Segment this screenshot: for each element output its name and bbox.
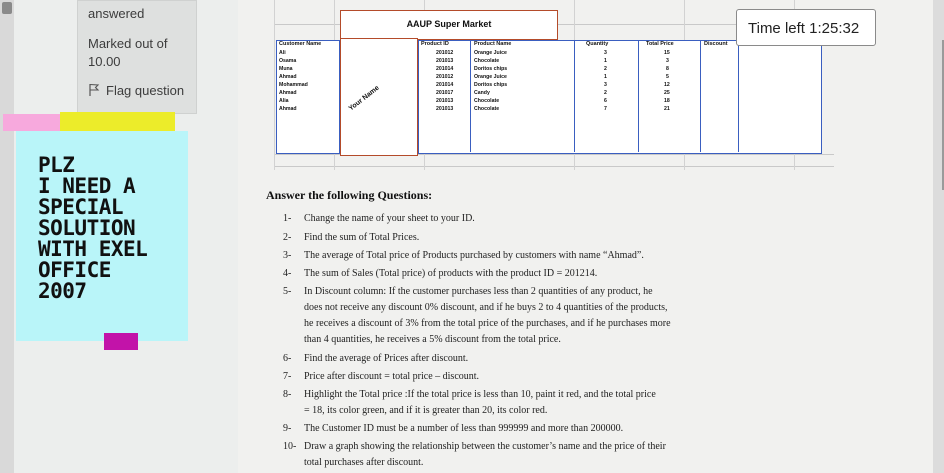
cell-product-id: 201014: [436, 66, 454, 72]
question-number: 6-: [283, 353, 292, 364]
question-state: answered: [88, 6, 145, 21]
question-text: The Customer ID must be a number of less than 999999 and more than 200000.: [304, 423, 624, 434]
question-text: The average of Total price of Products purchased by customers with name “Ahmad”.: [304, 250, 644, 261]
cell-product-name: Chocolate: [474, 106, 500, 112]
sidebar-scrollbar[interactable]: [0, 0, 14, 473]
cell-total-price: 8: [666, 66, 669, 72]
cell-product-name: Orange Juice: [474, 50, 507, 56]
question-number: 4-: [283, 268, 292, 279]
questions-heading: Answer the following Questions:: [266, 188, 433, 202]
sticky-note: [16, 131, 188, 341]
cell-quantity: 3: [604, 50, 607, 56]
marked-label: Marked out of: [88, 36, 168, 51]
question-text: total purchases after discount.: [304, 457, 424, 468]
question-text: Find the average of Prices after discount.: [304, 353, 469, 364]
note-message: PLZ I NEED A SPECIAL SOLUTION WITH EXEL OFFICE 2007: [38, 153, 148, 303]
cell-total-price: 15: [664, 50, 670, 56]
cell-total-price: 25: [664, 90, 670, 96]
cell-customer: Muna: [279, 66, 293, 72]
cell-total-price: 18: [664, 98, 670, 104]
cell-product-name: Doritos chips: [474, 82, 508, 88]
cell-product-id: 201013: [436, 106, 454, 112]
yellow-tape: [60, 112, 175, 132]
cell-product-id: 201012: [436, 74, 454, 80]
cell-product-id: 201014: [436, 82, 454, 88]
cell-product-id: 201012: [436, 50, 454, 56]
cell-customer: Osama: [279, 58, 297, 64]
question-text: he receives a discount of 3% from the total price of the purchases, and if he purchases more: [304, 318, 671, 329]
time-left-box: [736, 9, 876, 46]
header-discount: Discount: [704, 41, 728, 47]
cell-customer: Ahmad: [279, 106, 297, 112]
cell-customer: Mohammad: [279, 82, 308, 88]
sheet-title-box: [340, 10, 558, 40]
cell-quantity: 6: [604, 98, 607, 104]
cell-customer: Alia: [279, 98, 289, 104]
cell-product-id: 201013: [436, 58, 454, 64]
question-number: 8-: [283, 389, 292, 400]
question-text: = 18, its color green, and if it is greater than 20, its color red.: [304, 405, 548, 416]
time-left: Time left 1:25:32: [748, 20, 860, 37]
marked-value: 10.00: [88, 54, 121, 69]
question-info-panel: [77, 0, 197, 114]
cell-total-price: 5: [666, 74, 669, 80]
cell-customer: Ahmad: [279, 90, 297, 96]
cell-total-price: 12: [664, 82, 670, 88]
question-number: 7-: [283, 371, 292, 382]
cell-total-price: 21: [664, 106, 670, 112]
cell-quantity: 3: [604, 82, 607, 88]
cell-product-name: Chocolate: [474, 58, 500, 64]
cell-customer: Ali: [279, 50, 286, 56]
pink-tape: [3, 114, 63, 131]
header-product-name: Product Name: [474, 41, 512, 47]
cell-quantity: 1: [604, 74, 607, 80]
header-customer: Customer Name: [279, 41, 322, 47]
cell-total-price: 3: [666, 58, 669, 64]
your-name-label: Your Name: [347, 84, 381, 113]
header-product-id: Product ID: [421, 41, 449, 47]
cell-quantity: 7: [604, 106, 607, 112]
question-text: Change the name of your sheet to your ID.: [304, 213, 475, 224]
cell-customer: Ahmad: [279, 74, 297, 80]
question-number: 1-: [283, 213, 292, 224]
header-quantity: Quantity: [586, 41, 609, 47]
question-number: 10-: [283, 441, 297, 452]
cell-product-id: 201013: [436, 98, 454, 104]
question-number: 5-: [283, 286, 292, 297]
question-text: Highlight the Total price :If the total price is less than 10, paint it red, and the total price: [304, 389, 656, 400]
question-text: Find the sum of Total Prices.: [304, 232, 420, 243]
question-number: 3-: [283, 250, 292, 261]
cell-product-name: Orange Juice: [474, 74, 507, 80]
question-text: The sum of Sales (Total price) of products with the product ID = 201214.: [304, 268, 598, 279]
question-number: 2-: [283, 232, 292, 243]
scroll-up-arrow-icon[interactable]: [2, 2, 12, 14]
question-text: Draw a graph showing the relationship between the customer’s name and the price of their: [304, 441, 666, 452]
cell-quantity: 1: [604, 58, 607, 64]
cell-product-name: Doritos chips: [474, 66, 508, 72]
cell-product-name: Candy: [474, 90, 490, 96]
cell-product-id: 201017: [436, 90, 454, 96]
sheet-title: AAUP Super Market: [406, 19, 492, 29]
magenta-tape: [104, 333, 138, 350]
question-text: Price after discount = total price – discount.: [304, 371, 480, 382]
flag-icon[interactable]: [88, 83, 100, 97]
question-text: does not receive any discount 0% discount, and if he buys 2 to 4 quantities of the products,: [304, 302, 668, 313]
question-text: In Discount column: If the customer purchases less than 2 quantities of any product, he: [304, 286, 653, 297]
flag-question-link[interactable]: Flag question: [106, 83, 185, 98]
cell-quantity: 2: [604, 66, 607, 72]
header-total-price: Total Price: [646, 41, 674, 47]
your-name-box: [340, 38, 418, 156]
question-number: 9-: [283, 423, 292, 434]
cell-product-name: Chocolate: [474, 98, 500, 104]
question-text: than 4 quantities, he receives a 5% discount from the total price.: [304, 334, 561, 345]
cell-quantity: 2: [604, 90, 607, 96]
